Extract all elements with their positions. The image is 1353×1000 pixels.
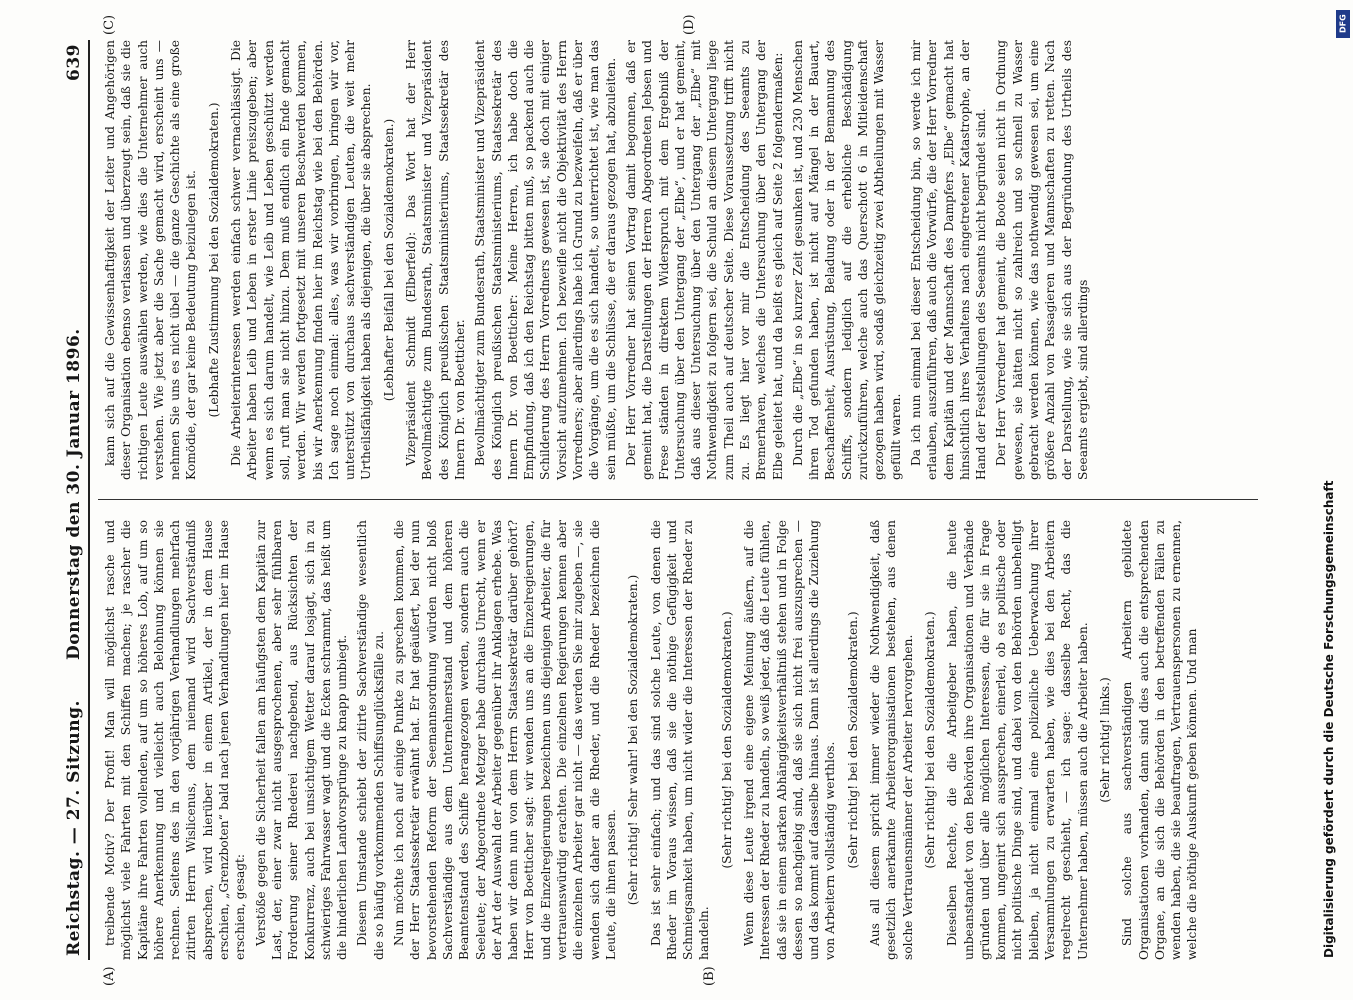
paragraph: Da ich nun einmal bei dieser Entscheidung bin, so werde ich mir erlauben, auszuführen, daß auch die Vorwürfe, die der Herr Vorredner dem Kapitän und der Mannschaft des Dampfers „Elbe“ gemacht hat hinsichtlich ihres Verhaltens nach eingetretener Katastrophe, an der Hand der Feststellungen des Seeamts nicht begründet sind. [908,40,989,480]
interjection: (Sehr richtig! bei den Sozialdemokraten.) [845,611,860,869]
paragraph: Wenn diese Leute irgend eine eigene Meinung äußern, auf die Interessen der Rheder zu handeln, so weiß jeder, daß die Leute fühlen, daß sie in einem starken Abhängigkeitsverhältniß stehen und in Folge dessen so nachgiebig sind, daß sie sich nicht frei auszusprechen — und das kommt auf dasselbe hinaus. Dann ist allerdings die Zuziehung von Arbeitern vollständig werthlos. [741,520,838,960]
digitization-credit [1300,8,1340,968]
credit-text: Digitalisierung gefördert durch die Deutsche Forschungsgemeinschaft [1322,480,1336,958]
column-divider [98,499,1258,500]
interjection: (Sehr richtig! Sehr wahr! bei den Sozialdemokraten.) [626,574,641,906]
right-column [102,40,1095,480]
margin-marker-a: (A) [102,966,117,986]
paragraph: Bevollmächtigter zum Bundesrath, Staatsminister und Vizepräsident des Königlich preußischen Staatsministeriums, Staatssekretär des Innern Dr. von Boetticher: Meine Herren, ich habe doch die Empfindung, daß ich den Reichstag bitten muß, so packend auch die Schilderung des Herrn Vorredners gewesen ist, sie doch mit einiger Vorsicht aufzunehmen. Ich bezweifle nicht die Objektivität des Herrn Vorredners; aber allerdings habe ich Grund zu bezweifeln, daß er über die Vorgänge, um die es sich handelt, so unterrichtet ist, wie man das sein müßte, um die Schlüsse, die er daraus gezogen hat, abzuleiten. [473,40,618,480]
paragraph: Aus all diesem spricht immer wieder die Nothwendigkeit, daß gesetzlich anerkannte Arbeiterorganisationen bestehen, aus denen solche Vertrauensmänner der Arbeiter hervorgehen. [868,520,915,960]
paragraph: Der Herr Vorredner hat gemeint, die Boote seien nicht in Ordnung gewesen, sie hätten nicht so zahlreich und so schnell zu Wasser gebracht werden können, wie das nothwendig gewesen sei, um eine größere Anzahl von Passagieren und Mannschaften zu retten. Nach der Darstellung, wie sie sich aus der Begründung des Urtheils des Seeamts ergiebt, sind allerdings [994,40,1090,480]
interjection: (Sehr richtig! links.) [1097,677,1112,803]
paragraph: Dieselben Rechte, die die Arbeitgeber haben, die heute unbeanstandet von den Behörden ihre Organisationen und Verbände gründen und über alle möglichen Interessen, die für sie in Frage kommen, ungenirt sich aussprechen, einerlei, ob es politische oder nicht politische Dinge sind, und dabei von den Behörden unbehelligt bleiben, ja nicht einmal eine polizeiliche Ueberwachung ihrer Versammlungen zu erwarten haben, wie dies bei den Arbeitern regelrecht geschieht, — ich sage: dasselbe Recht, das die Unternehmer haben, müssen auch die Arbeiter haben. [945,520,1090,960]
page-header [62,40,90,960]
paragraph: Die Arbeiterinteressen werden einfach schwer vernachlässigt. Die Arbeiter haben Leib und Leben in erster Linie preiszugeben; aber wenn es sich darum handelt, wie Leib und Leben geschützt werden soll, ruft man sie nicht hinzu. Dem muß endlich ein Ende gemacht werden. Wir werden fortgesetzt mit unseren Beschwerden kommen, bis wir Anerkennung finden hier im Reichstag wie bei den Behörden. Ich sage noch einmal: alles, was wir vorbringen, bringen wir vor, unterstützt von durchaus sachverständigen Leuten, die weit mehr Urtheilsfähigkeit haben als diejenigen, die über sie absprechen. [229,40,374,480]
paragraph: Diesem Umstande schiebt der zitirte Sachverständige wesentlich die so häufig vorkommenden Schiffsunglücksfälle zu. [355,520,386,960]
margin-marker-c: (C) [102,14,117,35]
interjection: (Lebhafte Zustimmung bei den Sozialdemokraten.) [206,102,221,418]
paragraph: kann sich auf die Gewissenhaftigkeit der Leiter und Angehörigen dieser Organisation ebenso verlassen und überzeugt sein, daß sie die richtigen Leute auswählen werden, wie dies die Unternehmer auch verstehen. Wie jetzt aber die Sache gemacht wird, erscheint uns — nehmen Sie uns es nicht übel — die ganze Geschichte als eine große Komödie, der gar keine Bedeutung beizulegen ist. [103,40,199,480]
paragraph: Nun möchte ich noch auf einige Punkte zu sprechen kommen, die der Herr Staatssekretär erwähnt hat. Er hat geäußert, bei der nun bevorstehenden Reform der Seemannsordnung würden nicht bloß Sachverständige aus dem Unternehmerstand und dem höheren Beamtenstand des Schiffe herangezogen werden, sondern auch die Seeleute; der Abgeordnete Metzger habe durchaus Unrecht, wenn er der Art der Auswahl der Arbeiter gegenüber ihr Anklagen erhebe. Was haben wir denn nun von dem Herrn Staatssekretär darüber gehört? Herr von Boetticher sagt: wir wenden uns an die Einzelregierungen, und die Einzelregierungen bezeichnen uns diejenigen Arbeiter, die für vertrauenswürdig erachten. Die einzelnen Regierungen kennen aber die einzelnen Arbeiter gar nicht — das werden Sie mir zugeben —, sie wenden sich daher an die Rheder, und die Rheder bezeichnen die Leute, die ihnen passen. [392,520,618,960]
left-column [102,520,1205,960]
margin-marker-d: (D) [682,14,697,35]
paragraph: Durch die „Elbe“ in so kurzer Zeit gesunken ist, und 230 Menschen ihren Tod gefunden haben, ist nicht auf Mängel in der Bauart, Beschaffenheit, Ausrüstung, Beladung oder in der Bemannung des Schiffs, sondern lediglich auf die erhebliche Beschädigung zurückzuführen, welche auch das Querschott 6 in Mitleidenschaft gezogen haben wird, sodaß gleichzeitig zwei Abtheilungen mit Wasser gefüllt waren. [790,40,903,480]
header-page-number: 639 [64,44,84,81]
paragraph: Das ist sehr einfach; und das sind solche Leute, von denen die Rheder im Voraus wissen, daß sie die nöthige Gefügigkeit und Schmiegsamkeit haben, um nicht wider die Interessen der Rheder zu handeln. [648,520,712,960]
paragraph: Vizepräsident Schmidt (Elberfeld): Das Wort hat der Herr Bevollmächtigte zum Bundesrath, Staatsminister und Vizepräsident des Königlich preußischen Staatsministeriums, Staatssekretär des Innern Dr. von Boetticher. [404,40,467,480]
paragraph: Verstöße gegen die Sicherheit fallen am häufigsten dem Kapitän zur Last, der, einer zwar nicht ausgesprochenen, aber sehr fühlbaren Forderung seiner Rhederei nachgebend, aus Rücksichten der Konkurrenz, auch bei unsichtigem Wetter darauf losjagt, sich in zu schwieriges Fahrwasser wagt und die Ecken schrammt, das heißt um die hinderlichen Landvorsprünge zu knapp umbiegt. [253,520,350,960]
header-date: Donnerstag den 30. Januar 1896. [64,328,84,660]
header-session: Reichstag. — 27. Sitzung. [64,700,84,956]
rotated-page [62,14,1292,986]
interjection: (Lebhafter Beifall bei den Sozialdemokraten.) [381,118,396,402]
paragraph: Sind solche aus sachverständigen Arbeitern gebildete Organisationen vorhanden, dann sind dies auch die entsprechenden Organe, an die sich die Behörden in den betreffenden Fällen zu wenden haben, die sie beauftragen, Vertrauenspersonen zu ernennen, welche die nöthige Auskunft geben können. Und man [1120,520,1200,960]
margin-marker-b: (B) [702,966,717,986]
paragraph: Der Herr Vorredner hat seinen Vortrag damit begonnen, daß er gemeint hat, die Darstellungen der Herren Abgeordneten Jebsen und Frese ständen in direktem Widerspruch mit dem Ergebniß der Untersuchung über den Untergang der „Elbe“, und er hat gemeint, daß aus dieser Untersuchung über den Untergang der „Elbe“ mit Nothwendigkeit zu folgern sei, die Schuld an diesem Untergang liege zum Theil auch auf deutscher Seite. Diese Voraussetzung trifft nicht zu. Es liegt hier vor mir die Entscheidung des Seeamts zu Bremerhaven, welches die Untersuchung über den Untergang der Elbe geleitet hat, und da heißt es gleich auf Seite 2 folgendermaßen: [623,40,785,480]
interjection: (Sehr richtig! bei den Sozialdemokraten.) [719,611,734,869]
paragraph: treibende Motiv? Der Profit! Man will möglichst rasche und möglichst viele Fahrten mit den Schiffen machen; je rascher die Kapitäne ihre Fahrten vollenden, auf um so höheres Lob, auf um so höhere Anerkennung und vielleicht auch Belohnung können sie rechnen. Seitens des in den vorjährigen Verhandlungen mehrfach zitirten Herrn Wislicenus, dem niemand wird Sachverständniß absprechen, wird hierüber in einem Artikel, der in dem Hause erschien, „Grenzboten“ bald nach jenen Verhandlungen hier im Hause erschien, gesagt: [103,520,248,960]
dfg-logo: DFG [1336,10,1350,38]
interjection: (Sehr richtig! bei den Sozialdemokraten.) [922,611,937,869]
